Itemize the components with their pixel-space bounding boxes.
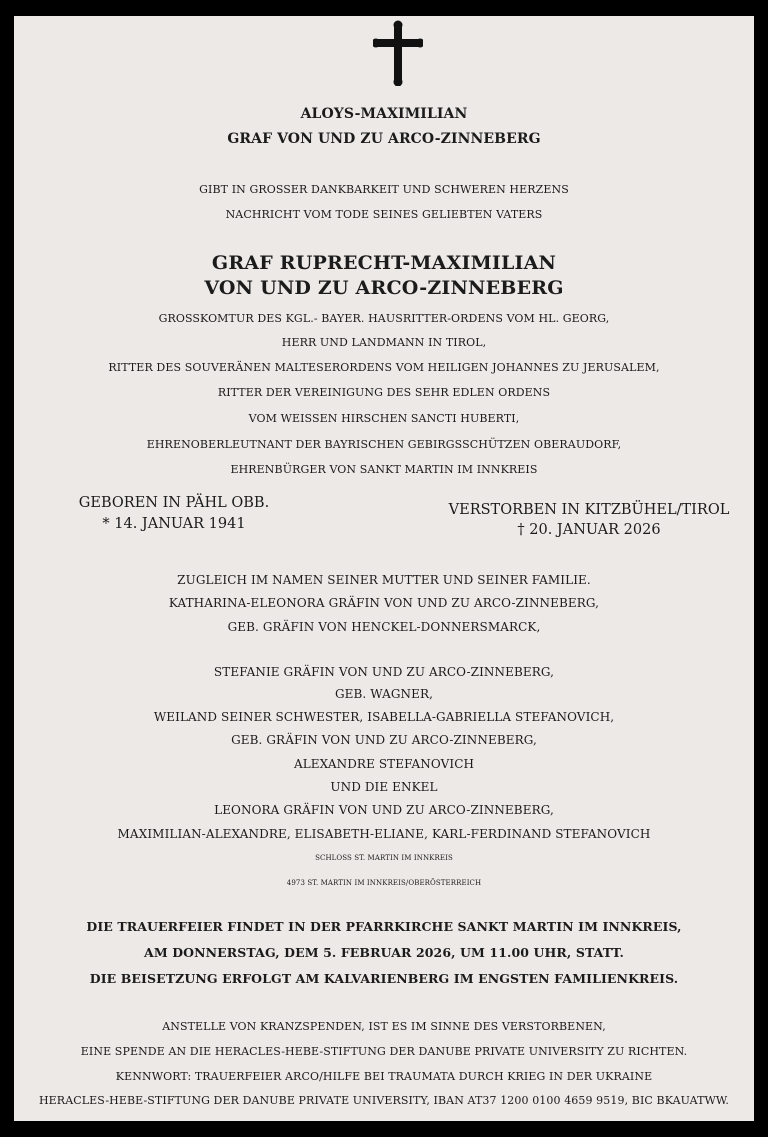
deceased-title-line: HERR UND LANDMANN IN TIROL, [281, 336, 487, 349]
family-line: GEB. WAGNER, [334, 687, 434, 701]
family-line: UND DIE ENKEL [330, 780, 438, 794]
birth-date: * 14. JANUAR 1941 [102, 516, 246, 532]
obituary-notice [14, 16, 754, 1121]
ceremony-line: AM DONNERSTAG, DEM 5. FEBRUAR 2026, UM 11.00 UHR, STATT. [144, 945, 624, 960]
address-line: 4973 ST. MARTIN IM INNKREIS/OBERÖSTERREICH [286, 879, 482, 887]
birth-place: GEBOREN IN PÄHL OBB. [78, 495, 270, 511]
death-place: VERSTORBEN IN KITZBÜHEL/TIROL [448, 502, 730, 518]
family-line: GEB. GRÄFIN VON UND ZU ARCO-ZINNEBERG, [231, 733, 537, 747]
family-line: GEB. GRÄFIN VON HENCKEL-DONNERSMARCK, [227, 620, 541, 634]
deceased-name: VON UND ZU ARCO-ZINNEBERG [204, 277, 564, 299]
sender-name: ALOYS-MAXIMILIAN [300, 106, 468, 122]
ceremony-line: DIE TRAUERFEIER FINDET IN DER PFARRKIRCHE SANKT MARTIN IM INNKREIS, [86, 919, 682, 934]
family-line: WEILAND SEINER SCHWESTER, ISABELLA-GABRIELLA STEFANOVICH, [153, 710, 615, 724]
address-line: SCHLOSS ST. MARTIN IM INNKREIS [315, 854, 453, 862]
deceased-title-line: EHRENOBERLEUTNANT DER BAYRISCHEN GEBIRGSSCHÜTZEN OBERAUDORF, [146, 438, 622, 451]
ceremony-line: DIE BEISETZUNG ERFOLGT AM KALVARIENBERG IM ENGSTEN FAMILIENKREIS. [89, 971, 679, 986]
deceased-title-line: EHRENBÜRGER VON SANKT MARTIN IM INNKREIS [230, 463, 538, 476]
deceased-title-line: VOM WEISSEN HIRSCHEN SANCTI HUBERTI, [248, 412, 520, 425]
donation-line: EINE SPENDE AN DIE HERACLES-HEBE-STIFTUNG DER DANUBE PRIVATE UNIVERSITY ZU RICHTEN. [80, 1045, 688, 1058]
donation-line: ANSTELLE VON KRANZSPENDEN, IST ES IM SINNE DES VERSTORBENEN, [162, 1020, 606, 1033]
intro-line: NACHRICHT VOM TODE SEINES GELIEBTEN VATERS [225, 208, 543, 221]
deceased-name: GRAF RUPRECHT-MAXIMILIAN [211, 252, 557, 274]
donation-line: HERACLES-HEBE-STIFTUNG DER DANUBE PRIVATE UNIVERSITY, IBAN AT37 1200 0100 4659 9519, BIC BKAUATWW. [38, 1094, 730, 1107]
sender-title: GRAF VON UND ZU ARCO-ZINNEBERG [227, 131, 541, 147]
deceased-title-line: RITTER DER VEREINIGUNG DES SEHR EDLEN ORDENS [217, 386, 551, 399]
family-line: LEONORA GRÄFIN VON UND ZU ARCO-ZINNEBERG, [214, 803, 554, 817]
family-line: MAXIMILIAN-ALEXANDRE, ELISABETH-ELIANE, KARL-FERDINAND STEFANOVICH [117, 827, 651, 841]
family-line: ZUGLEICH IM NAMEN SEINER MUTTER UND SEINER FAMILIE. [177, 573, 591, 587]
family-line: STEFANIE GRÄFIN VON UND ZU ARCO-ZINNEBERG, [213, 665, 555, 679]
deceased-title-line: RITTER DES SOUVERÄNEN MALTESERORDENS VOM HEILIGEN JOHANNES ZU JERUSALEM, [108, 361, 660, 374]
intro-line: GIBT IN GROSSER DANKBARKEIT UND SCHWEREN HERZENS [199, 183, 569, 196]
deceased-title-line: GROSSKOMTUR DES KGL.- BAYER. HAUSRITTER-ORDENS VOM HL. GEORG, [158, 312, 610, 325]
family-line: KATHARINA-ELEONORA GRÄFIN VON UND ZU ARCO-ZINNEBERG, [168, 596, 600, 610]
donation-line: KENNWORT: TRAUERFEIER ARCO/HILFE BEI TRAUMATA DURCH KRIEG IN DER UKRAINE [115, 1070, 653, 1083]
family-line: ALEXANDRE STEFANOVICH [293, 757, 475, 771]
death-date: † 20. JANUAR 2026 [517, 522, 661, 538]
cross-icon [373, 20, 423, 86]
